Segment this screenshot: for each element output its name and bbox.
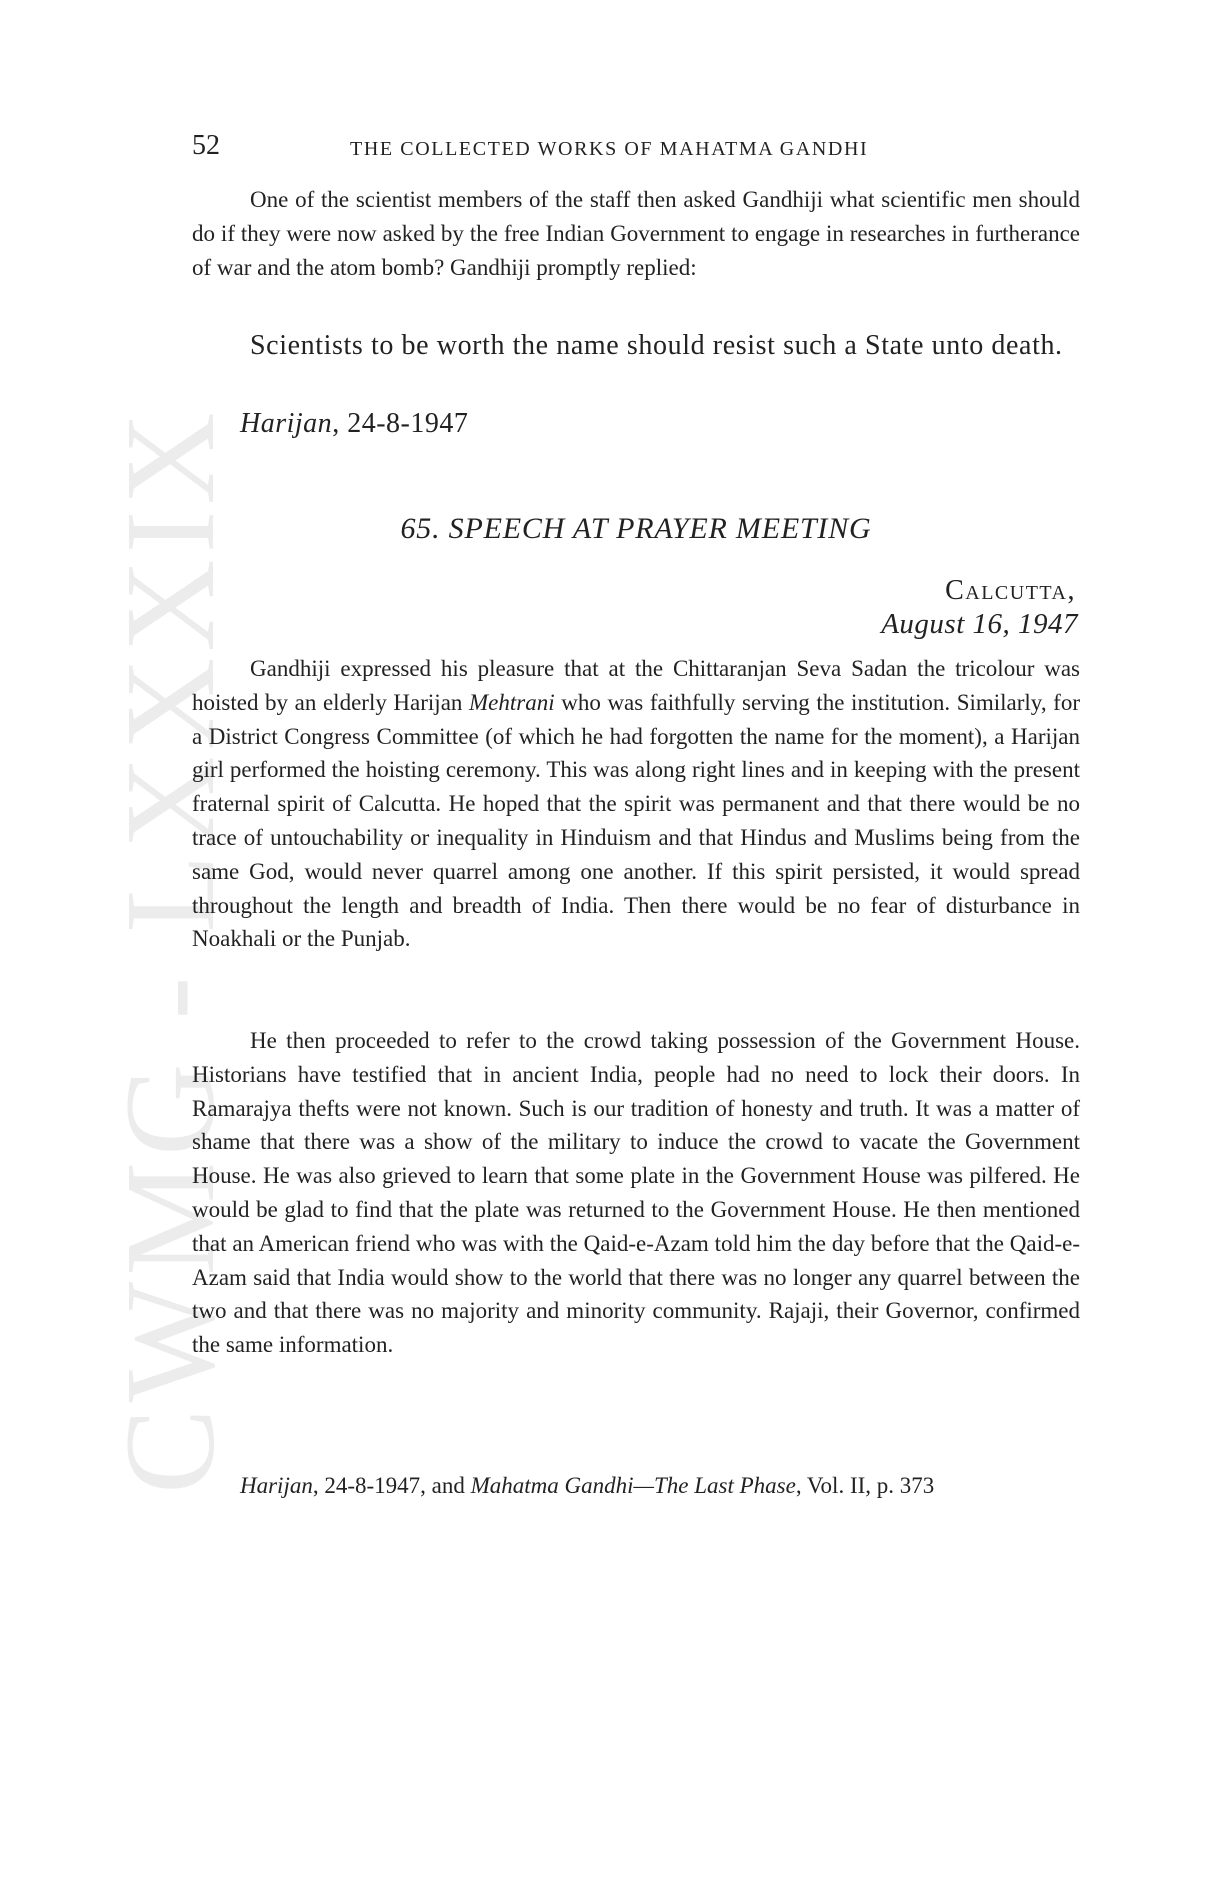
watermark-text: CWMG - LXXXIX [99,406,241,1494]
body-paragraph-1 [192,652,1080,956]
body-text: who was faithfully serving the institution. Similarly, for a District Congress Committee (of which he had forgotten the name for the moment), a Harijan girl performed the hoisting ceremony. This was along right lines and in keeping with the present fraternal spirit of Calcutta. He hoped that the spirit was permanent and that there would be no trace of untouchability or inequality in Hinduism and that Hindus and Muslims being from the same God, would never quarrel among one another. If this spirit persisted, it would spread throughout the length and breadth of India. Then there would be no fear of disturbance in Noakhali or the Punjab. [192,689,1080,952]
body-text: Gandhiji expressed his pleasure that at the Chittaranjan Seva Sadan the tricolour was hoisted by an elderly Harijan [192,656,1080,715]
dateline-date: August 16, 1947 [881,608,1078,640]
page-number: 52 [192,130,220,161]
citation-publication: Harijan [240,1473,313,1498]
body-italic-term: Mehtrani [469,689,555,715]
source-citation-1 [240,408,468,440]
citation-part [240,1473,934,1499]
running-header [192,130,1080,166]
citation-date: , 24-8-1947, and [312,1473,471,1498]
source-citation-2 [240,1473,1080,1499]
source-publication: Harijan [240,408,333,439]
dateline-place: Calcutta, [945,575,1076,606]
source-date: , 24-8-1947 [332,408,469,439]
intro-paragraph: One of the scientist members of the staff then asked Gandhiji what scientific men should do if they were now asked by the free Indian Government to engage in researches in furtherance of war and the atom bomb? Gandhiji promptly replied: [192,187,1080,280]
body-paragraph-2: He then proceeded to refer to the crowd taking possession of the Government House. Historians have testified that in ancient India, people had no need to lock their doors. In Ramarajya thefts were not known. Such is our tradition of honesty and truth. It was a matter of shame that there was a show of the military to induce the crowd to vacate the Government House. He was also grieved to learn that some plate in the Government House was pilfered. He would be glad to find that the plate was returned to the Government House. He then mentioned that an American friend who was with the Qaid-e-Azam told him the day before that the Qaid-e-Azam said that India would show to the world that there was no longer any quarrel between the two and that there was no majority and minority community. Rajaji, their Governor, confirmed the same information. [192,1028,1080,1358]
book-title: THE COLLECTED WORKS OF MAHATMA GANDHI [350,138,869,160]
section-heading: 65. SPEECH AT PRAYER MEETING [400,512,872,545]
citation-volume: , Vol. II, p. 373 [795,1473,935,1498]
citation-book: Mahatma Gandhi—The Last Phase [470,1473,796,1498]
quote: Scientists to be worth the name should resist such a State unto death. [250,330,1063,361]
